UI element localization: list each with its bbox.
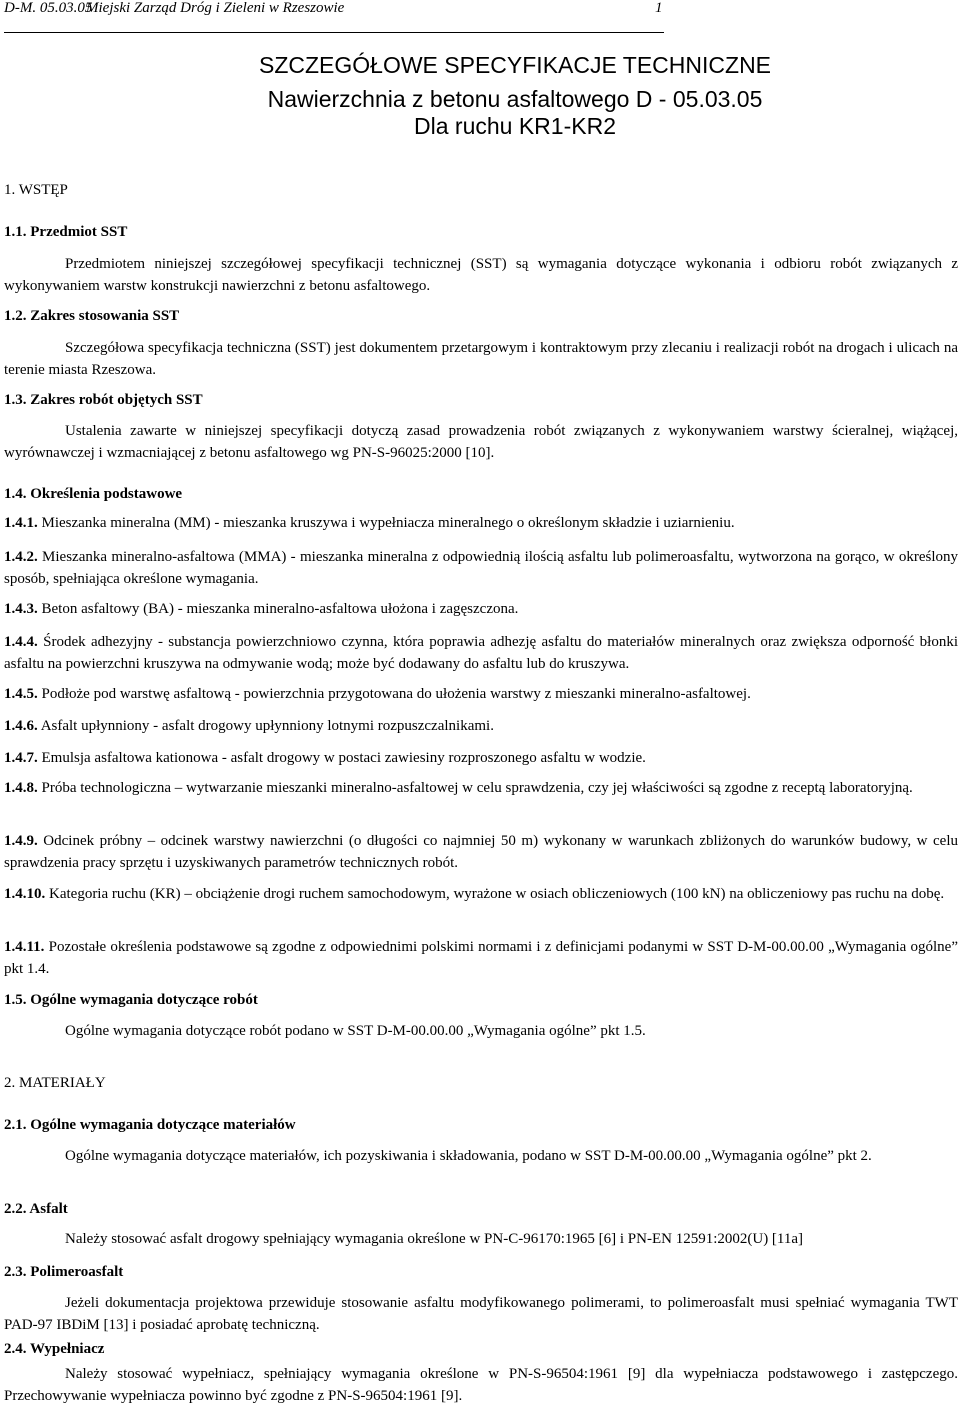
paragraph: Ustalenia zawarte w niniejszej specyfikacji dotyczą zasad prowadzenia robót związanych z wykonywaniem warstwy ścieralnej, wiążącej, wyrównawczej i wzmacniającej z betonu asfaltowego wg PN-S-96025:2000 [10].	[4, 423, 958, 461]
definition-item	[4, 513, 958, 535]
institution-name: Miejski Zarząd Dróg i Zieleni w Rzeszowie	[86, 0, 345, 16]
definition-text: Kategoria ruchu (KR) – obciążenie drogi ruchem samochodowym, wyrażone w osiach obliczeniowych (100 kN) na obliczeniowy pas ruchu na dobę.	[49, 886, 945, 902]
definition-number: 1.4.5.	[4, 686, 38, 702]
subsection-heading: 2.3. Polimeroasfalt	[4, 1264, 124, 1280]
definition-number: 1.4.8.	[4, 780, 38, 796]
subsection-heading: 1.5. Ogólne wymagania dotyczące robót	[4, 992, 258, 1008]
subsection-heading: 1.1. Przedmiot SST	[4, 224, 128, 240]
definition-number: 1.4.4.	[4, 634, 38, 650]
definition-number: 1.4.6.	[4, 718, 38, 734]
paragraph: Należy stosować asfalt drogowy spełniający wymagania określone w PN-C-96170:1965 [6] i PN-EN 12591:2002(U) [11a]	[65, 1231, 804, 1247]
definition-text: Środek adhezyjny - substancja powierzchniowo czynna, która poprawia adhezję asfaltu do materiałów mineralnych oraz zwiększa odporność błonki asfaltu na powierzchni kruszywa na odmywanie wodą; może być dodawany do asfaltu lub do kruszywa.	[4, 634, 959, 672]
paragraph: Jeżeli dokumentacja projektowa przewiduje stosowanie asfaltu modyfikowanego polimerami, to polimeroasfalt musi spełniać wymagania TWT PAD-97 IBDiM [13] i posiadać aprobatę techniczną.	[4, 1295, 958, 1333]
definition-text: Próba technologiczna – wytwarzanie mieszanki mineralno-asfaltowej w celu sprawdzenia, czy jej właściwości są zgodne z receptą laboratoryjną.	[41, 780, 913, 796]
paragraph: Ogólne wymagania dotyczące materiałów, ich pozyskiwania i składowania, podano w SST D-M-00.00.00 „Wymagania ogólne” pkt 2.	[65, 1148, 872, 1164]
subsection-heading: 1.3. Zakres robót objętych SST	[4, 392, 203, 408]
definition-text: Beton asfaltowy (BA) - mieszanka mineralno-asfaltowa ułożona i zagęszczona.	[41, 601, 519, 617]
definition-text: Asfalt upłynniony - asfalt drogowy upłynniony lotnymi rozpuszczalnikami.	[40, 718, 494, 734]
definition-text: Mieszanka mineralno-asfaltowa (MMA) - mieszanka mineralna z odpowiednią ilością asfaltu lub polimeroasfaltu, wytworzona na gorąco, w określony sposób, spełniająca określone wymagania.	[4, 549, 958, 587]
definition-item	[4, 884, 958, 906]
definition-item	[4, 937, 958, 980]
document-title: SZCZEGÓŁOWE SPECYFIKACJE TECHNICZNE	[258, 52, 772, 78]
definition-item	[4, 684, 958, 706]
paragraph: Należy stosować wypełniacz, spełniający wymagania określone w PN-S-96504:1961 [9] dla wypełniacza podstawowego i zastępczego. Przechowywanie wypełniacza powinno być zgodne z PN-S-96504:1961 [9].	[4, 1366, 958, 1404]
subsection-heading: 2.4. Wypełniacz	[4, 1341, 105, 1357]
definition-item	[4, 599, 958, 621]
page-header	[4, 0, 664, 33]
definition-number: 1.4.2.	[4, 549, 38, 565]
subsection-heading: 1.2. Zakres stosowania SST	[4, 308, 180, 324]
definition-item	[4, 547, 958, 590]
definition-number: 1.4.11.	[4, 939, 45, 955]
traffic-category-title: Dla ruchu KR1-KR2	[414, 113, 616, 139]
definition-text: Mieszanka mineralna (MM) - mieszanka kruszywa i wypełniacza mineralnego o określonym składzie i uziarnieniu.	[41, 515, 735, 531]
section-heading: 1. WSTĘP	[4, 182, 68, 198]
definition-item	[4, 716, 958, 738]
definition-number: 1.4.9.	[4, 833, 38, 849]
definition-text: Podłoże pod warstwę asfaltową - powierzchnia przygotowana do ułożenia warstwy z mieszanki mineralno-asfaltowej.	[41, 686, 751, 702]
definition-number: 1.4.10.	[4, 886, 46, 902]
definition-number: 1.4.1.	[4, 515, 38, 531]
paragraph: Przedmiotem niniejszej szczegółowej specyfikacji technicznej (SST) są wymagania dotyczące wykonania i odbioru robót związanych z wykonywaniem warstw konstrukcji nawierzchni z betonu asfaltowego.	[4, 256, 958, 294]
definition-item	[4, 778, 958, 800]
paragraph: Ogólne wymagania dotyczące robót podano w SST D-M-00.00.00 „Wymagania ogólne” pkt 1.5.	[65, 1023, 646, 1039]
definition-text: Emulsja asfaltowa kationowa - asfalt drogowy w postaci zawiesiny rozproszonego asfaltu w wodzie.	[41, 750, 646, 766]
definition-item	[4, 831, 958, 874]
definition-text: Pozostałe określenia podstawowe są zgodne z odpowiednimi polskimi normami i z definicjami podanymi w SST D-M-00.00.00 „Wymagania ogólne” pkt 1.4.	[4, 939, 959, 977]
definition-number: 1.4.7.	[4, 750, 38, 766]
subsection-heading: 1.4. Określenia podstawowe	[4, 486, 183, 502]
definition-number: 1.4.3.	[4, 601, 38, 617]
subsection-heading: 2.1. Ogólne wymagania dotyczące materiałów	[4, 1117, 296, 1133]
definition-item	[4, 748, 958, 770]
section-heading: 2. MATERIAŁY	[4, 1075, 106, 1091]
subsection-heading: 2.2. Asfalt	[4, 1201, 68, 1217]
page-number: 1	[655, 0, 663, 16]
document-subtitle: Nawierzchnia z betonu asfaltowego D - 05.03.05	[267, 86, 763, 112]
definition-item	[4, 632, 958, 675]
definition-text: Odcinek próbny – odcinek warstwy nawierzchni (o długości co najmniej 50 m) wykonany w warunkach zbliżonych do warunków budowy, w celu sprawdzenia pracy sprzętu i uzyskiwanych parametrów technicznych robót.	[4, 833, 959, 871]
document-code: D-M. 05.03.05	[4, 0, 93, 16]
paragraph: Szczegółowa specyfikacja techniczna (SST) jest dokumentem przetargowym i kontraktowym przy zlecaniu i realizacji robót na drogach i ulicach na terenie miasta Rzeszowa.	[4, 340, 958, 378]
